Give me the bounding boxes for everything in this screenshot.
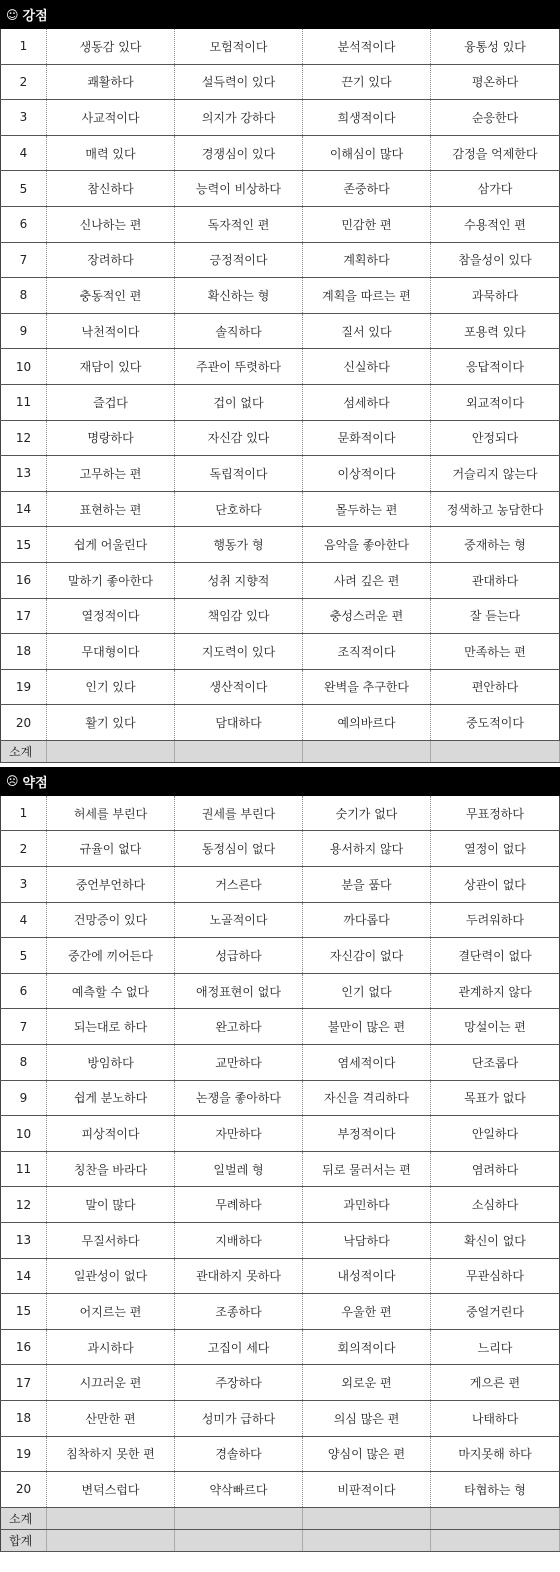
subtotal-cell[interactable] <box>47 1507 175 1529</box>
trait-cell: 건망증이 있다 <box>47 902 175 938</box>
trait-cell: 말이 많다 <box>47 1187 175 1223</box>
table-row <box>1 100 560 136</box>
trait-cell: 숫기가 없다 <box>303 796 431 831</box>
trait-cell: 성급하다 <box>175 938 303 974</box>
trait-cell: 솔직하다 <box>175 313 303 349</box>
trait-cell: 성취 지향적 <box>175 562 303 598</box>
subtotal-label: 소계 <box>1 1507 47 1529</box>
trait-cell: 일관성이 없다 <box>47 1258 175 1294</box>
trait-cell: 까다롭다 <box>303 902 431 938</box>
row-number: 20 <box>1 1472 47 1508</box>
row-number: 12 <box>1 1187 47 1223</box>
row-number: 1 <box>1 29 47 64</box>
trait-cell: 사교적이다 <box>47 100 175 136</box>
trait-cell: 중재하는 형 <box>431 527 560 563</box>
trait-cell: 쾌활하다 <box>47 64 175 100</box>
row-number: 10 <box>1 1116 47 1152</box>
trait-cell: 매력 있다 <box>47 135 175 171</box>
row-number: 8 <box>1 1045 47 1081</box>
total-row <box>1 1529 560 1551</box>
trait-cell: 의심 많은 편 <box>303 1400 431 1436</box>
trait-cell: 일벌레 형 <box>175 1151 303 1187</box>
trait-cell: 분석적이다 <box>303 29 431 64</box>
trait-cell: 감정을 억제한다 <box>431 135 560 171</box>
table-row <box>1 973 560 1009</box>
strengths-section <box>0 0 560 763</box>
row-number: 12 <box>1 420 47 456</box>
trait-cell: 잘 듣는다 <box>431 598 560 634</box>
table-row <box>1 420 560 456</box>
frown-icon: ☹ <box>6 774 19 789</box>
trait-cell: 쉽게 분노하다 <box>47 1080 175 1116</box>
table-row <box>1 29 560 64</box>
trait-cell: 무관심하다 <box>431 1258 560 1294</box>
weaknesses-section <box>0 767 560 1552</box>
trait-cell: 주장하다 <box>175 1365 303 1401</box>
trait-cell: 신나하는 편 <box>47 206 175 242</box>
trait-cell: 민감한 편 <box>303 206 431 242</box>
trait-cell: 중간에 끼어든다 <box>47 938 175 974</box>
trait-cell: 단호하다 <box>175 491 303 527</box>
trait-cell: 고집이 세다 <box>175 1329 303 1365</box>
row-number: 1 <box>1 796 47 831</box>
trait-cell: 사려 깊은 편 <box>303 562 431 598</box>
trait-cell: 편안하다 <box>431 669 560 705</box>
row-number: 8 <box>1 278 47 314</box>
row-number: 4 <box>1 135 47 171</box>
row-number: 3 <box>1 867 47 903</box>
trait-cell: 주관이 뚜렷하다 <box>175 349 303 385</box>
trait-cell: 자신감 있다 <box>175 420 303 456</box>
trait-cell: 회의적이다 <box>303 1329 431 1365</box>
trait-cell: 조직적이다 <box>303 634 431 670</box>
trait-cell: 피상적이다 <box>47 1116 175 1152</box>
trait-cell: 변덕스럽다 <box>47 1472 175 1508</box>
row-number: 6 <box>1 973 47 1009</box>
trait-cell: 경솔하다 <box>175 1436 303 1472</box>
trait-cell: 의지가 강하다 <box>175 100 303 136</box>
trait-cell: 과민하다 <box>303 1187 431 1223</box>
trait-cell: 관계하지 않다 <box>431 973 560 1009</box>
row-number: 16 <box>1 562 47 598</box>
table-row <box>1 242 560 278</box>
trait-cell: 타협하는 형 <box>431 1472 560 1508</box>
trait-cell: 음악을 좋아한다 <box>303 527 431 563</box>
trait-cell: 낙담하다 <box>303 1223 431 1259</box>
trait-cell: 무표정하다 <box>431 796 560 831</box>
subtotal-cell[interactable] <box>303 1507 431 1529</box>
strengths-title: 강점 <box>22 9 48 24</box>
row-number: 14 <box>1 1258 47 1294</box>
trait-cell: 인기 없다 <box>303 973 431 1009</box>
trait-cell: 만족하는 편 <box>431 634 560 670</box>
trait-cell: 예의바르다 <box>303 705 431 741</box>
trait-cell: 칭찬을 바라다 <box>47 1151 175 1187</box>
trait-cell: 게으른 편 <box>431 1365 560 1401</box>
trait-cell: 산만한 편 <box>47 1400 175 1436</box>
row-number: 20 <box>1 705 47 741</box>
row-number: 13 <box>1 1223 47 1259</box>
subtotal-cell[interactable] <box>175 1507 303 1529</box>
row-number: 11 <box>1 384 47 420</box>
table-row <box>1 491 560 527</box>
subtotal-row <box>1 740 560 762</box>
row-number: 19 <box>1 1436 47 1472</box>
table-row <box>1 1187 560 1223</box>
trait-cell: 비판적이다 <box>303 1472 431 1508</box>
row-number: 6 <box>1 206 47 242</box>
table-row <box>1 938 560 974</box>
row-number: 15 <box>1 1294 47 1330</box>
row-number: 18 <box>1 634 47 670</box>
trait-cell: 삼가다 <box>431 171 560 207</box>
trait-cell: 평온하다 <box>431 64 560 100</box>
table-row <box>1 527 560 563</box>
trait-cell: 지배하다 <box>175 1223 303 1259</box>
trait-cell: 생산적이다 <box>175 669 303 705</box>
trait-cell: 안일하다 <box>431 1116 560 1152</box>
trait-cell: 명랑하다 <box>47 420 175 456</box>
table-row <box>1 1223 560 1259</box>
row-number: 19 <box>1 669 47 705</box>
table-row <box>1 705 560 741</box>
table-row <box>1 831 560 867</box>
trait-cell: 표현하는 편 <box>47 491 175 527</box>
subtotal-cell[interactable] <box>175 740 303 762</box>
total-cell[interactable] <box>431 1529 560 1551</box>
row-number: 5 <box>1 938 47 974</box>
subtotal-cell[interactable] <box>431 740 560 762</box>
trait-cell: 순응한다 <box>431 100 560 136</box>
row-number: 9 <box>1 313 47 349</box>
trait-cell: 몰두하는 편 <box>303 491 431 527</box>
trait-cell: 예측할 수 없다 <box>47 973 175 1009</box>
trait-cell: 두려워하다 <box>431 902 560 938</box>
table-row <box>1 1365 560 1401</box>
trait-cell: 뒤로 물러서는 편 <box>303 1151 431 1187</box>
trait-cell: 참신하다 <box>47 171 175 207</box>
row-number: 2 <box>1 831 47 867</box>
trait-cell: 관대하지 못하다 <box>175 1258 303 1294</box>
row-number: 16 <box>1 1329 47 1365</box>
trait-cell: 긍정적이다 <box>175 242 303 278</box>
trait-cell: 불만이 많은 편 <box>303 1009 431 1045</box>
trait-cell: 포용력 있다 <box>431 313 560 349</box>
trait-cell: 내성적이다 <box>303 1258 431 1294</box>
weaknesses-table <box>0 796 560 1552</box>
trait-cell: 목표가 없다 <box>431 1080 560 1116</box>
trait-cell: 완고하다 <box>175 1009 303 1045</box>
table-row <box>1 1258 560 1294</box>
table-row <box>1 278 560 314</box>
trait-cell: 희생적이다 <box>303 100 431 136</box>
trait-cell: 중얼거린다 <box>431 1294 560 1330</box>
row-number: 14 <box>1 491 47 527</box>
strengths-table-body <box>1 29 560 762</box>
trait-cell: 거스른다 <box>175 867 303 903</box>
row-number: 3 <box>1 100 47 136</box>
trait-cell: 동정심이 없다 <box>175 831 303 867</box>
trait-cell: 쉽게 어울린다 <box>47 527 175 563</box>
trait-cell: 참을성이 있다 <box>431 242 560 278</box>
trait-cell: 어지르는 편 <box>47 1294 175 1330</box>
trait-cell: 되는대로 하다 <box>47 1009 175 1045</box>
trait-cell: 외로운 편 <box>303 1365 431 1401</box>
table-row <box>1 1329 560 1365</box>
table-row <box>1 313 560 349</box>
trait-cell: 부정적이다 <box>303 1116 431 1152</box>
table-row <box>1 171 560 207</box>
trait-cell: 염려하다 <box>431 1151 560 1187</box>
trait-cell: 계획하다 <box>303 242 431 278</box>
trait-cell: 고무하는 편 <box>47 456 175 492</box>
row-number: 7 <box>1 1009 47 1045</box>
trait-cell: 정색하고 농담한다 <box>431 491 560 527</box>
trait-cell: 용서하지 않다 <box>303 831 431 867</box>
trait-cell: 무질서하다 <box>47 1223 175 1259</box>
trait-cell: 능력이 비상하다 <box>175 171 303 207</box>
total-cell[interactable] <box>175 1529 303 1551</box>
trait-cell: 무대형이다 <box>47 634 175 670</box>
row-number: 5 <box>1 171 47 207</box>
trait-cell: 끈기 있다 <box>303 64 431 100</box>
strengths-header <box>0 0 560 29</box>
row-number: 7 <box>1 242 47 278</box>
table-row <box>1 1151 560 1187</box>
trait-cell: 확신하는 형 <box>175 278 303 314</box>
trait-cell: 조종하다 <box>175 1294 303 1330</box>
row-number: 18 <box>1 1400 47 1436</box>
trait-cell: 이해심이 많다 <box>303 135 431 171</box>
total-label: 합계 <box>1 1529 47 1551</box>
trait-cell: 인기 있다 <box>47 669 175 705</box>
trait-cell: 단조롭다 <box>431 1045 560 1081</box>
table-row <box>1 867 560 903</box>
trait-cell: 자만하다 <box>175 1116 303 1152</box>
trait-cell: 시끄러운 편 <box>47 1365 175 1401</box>
row-number: 15 <box>1 527 47 563</box>
trait-cell: 상관이 없다 <box>431 867 560 903</box>
trait-cell: 나태하다 <box>431 1400 560 1436</box>
table-row <box>1 64 560 100</box>
trait-cell: 담대하다 <box>175 705 303 741</box>
trait-cell: 겁이 없다 <box>175 384 303 420</box>
table-row <box>1 902 560 938</box>
trait-cell: 재담이 있다 <box>47 349 175 385</box>
trait-cell: 질서 있다 <box>303 313 431 349</box>
trait-cell: 관대하다 <box>431 562 560 598</box>
row-number: 17 <box>1 1365 47 1401</box>
trait-cell: 규율이 없다 <box>47 831 175 867</box>
weaknesses-title: 약점 <box>22 775 48 791</box>
trait-cell: 모험적이다 <box>175 29 303 64</box>
trait-cell: 계획을 따르는 편 <box>303 278 431 314</box>
table-row <box>1 1009 560 1045</box>
trait-cell: 방임하다 <box>47 1045 175 1081</box>
trait-cell: 충동적인 편 <box>47 278 175 314</box>
trait-cell: 완벽을 추구한다 <box>303 669 431 705</box>
trait-cell: 설득력이 있다 <box>175 64 303 100</box>
row-number: 4 <box>1 902 47 938</box>
trait-cell: 우울한 편 <box>303 1294 431 1330</box>
subtotal-cell[interactable] <box>47 740 175 762</box>
trait-cell: 융통성 있다 <box>431 29 560 64</box>
trait-cell: 섬세하다 <box>303 384 431 420</box>
table-row <box>1 1436 560 1472</box>
trait-cell: 양심이 많은 편 <box>303 1436 431 1472</box>
row-number: 11 <box>1 1151 47 1187</box>
trait-cell: 성미가 급하다 <box>175 1400 303 1436</box>
trait-cell: 자신을 격리하다 <box>303 1080 431 1116</box>
subtotal-cell[interactable] <box>303 740 431 762</box>
trait-cell: 느리다 <box>431 1329 560 1365</box>
table-row <box>1 456 560 492</box>
trait-cell: 권세를 부린다 <box>175 796 303 831</box>
trait-cell: 교만하다 <box>175 1045 303 1081</box>
trait-cell: 염세적이다 <box>303 1045 431 1081</box>
trait-cell: 확신이 없다 <box>431 1223 560 1259</box>
row-number: 2 <box>1 64 47 100</box>
total-cell[interactable] <box>47 1529 175 1551</box>
trait-cell: 책임감 있다 <box>175 598 303 634</box>
subtotal-cell[interactable] <box>431 1507 560 1529</box>
table-row <box>1 1080 560 1116</box>
table-row <box>1 669 560 705</box>
trait-cell: 충성스러운 편 <box>303 598 431 634</box>
trait-cell: 안정되다 <box>431 420 560 456</box>
trait-cell: 과묵하다 <box>431 278 560 314</box>
trait-cell: 마지못해 하다 <box>431 1436 560 1472</box>
trait-cell: 이상적이다 <box>303 456 431 492</box>
trait-cell: 무례하다 <box>175 1187 303 1223</box>
trait-cell: 독자적인 편 <box>175 206 303 242</box>
trait-cell: 존중하다 <box>303 171 431 207</box>
trait-cell: 분을 품다 <box>303 867 431 903</box>
trait-cell: 낙천적이다 <box>47 313 175 349</box>
trait-cell: 노골적이다 <box>175 902 303 938</box>
weaknesses-table-body <box>1 796 560 1551</box>
table-row <box>1 135 560 171</box>
trait-cell: 침착하지 못한 편 <box>47 1436 175 1472</box>
trait-cell: 신실하다 <box>303 349 431 385</box>
table-row <box>1 206 560 242</box>
row-number: 17 <box>1 598 47 634</box>
weaknesses-header <box>0 767 560 796</box>
trait-cell: 애정표현이 없다 <box>175 973 303 1009</box>
trait-cell: 말하기 좋아한다 <box>47 562 175 598</box>
row-number: 13 <box>1 456 47 492</box>
trait-cell: 중언부언하다 <box>47 867 175 903</box>
trait-cell: 외교적이다 <box>431 384 560 420</box>
table-row <box>1 796 560 831</box>
trait-cell: 열정적이다 <box>47 598 175 634</box>
strengths-table <box>0 29 560 763</box>
row-number: 9 <box>1 1080 47 1116</box>
table-row <box>1 1472 560 1508</box>
trait-cell: 허세를 부린다 <box>47 796 175 831</box>
table-row <box>1 562 560 598</box>
table-row <box>1 1294 560 1330</box>
trait-cell: 경쟁심이 있다 <box>175 135 303 171</box>
trait-cell: 수용적인 편 <box>431 206 560 242</box>
trait-cell: 약삭빠르다 <box>175 1472 303 1508</box>
table-row <box>1 349 560 385</box>
table-row <box>1 634 560 670</box>
trait-cell: 지도력이 있다 <box>175 634 303 670</box>
trait-cell: 생동감 있다 <box>47 29 175 64</box>
table-row <box>1 1400 560 1436</box>
trait-cell: 자신감이 없다 <box>303 938 431 974</box>
table-row <box>1 384 560 420</box>
trait-cell: 논쟁을 좋아하다 <box>175 1080 303 1116</box>
row-number: 10 <box>1 349 47 385</box>
trait-cell: 과시하다 <box>47 1329 175 1365</box>
trait-cell: 활기 있다 <box>47 705 175 741</box>
table-row <box>1 1116 560 1152</box>
trait-cell: 중도적이다 <box>431 705 560 741</box>
table-row <box>1 1045 560 1081</box>
subtotal-label: 소계 <box>1 740 47 762</box>
smile-icon: ☺ <box>6 7 19 22</box>
trait-cell: 결단력이 없다 <box>431 938 560 974</box>
trait-cell: 거슬리지 않는다 <box>431 456 560 492</box>
trait-cell: 독립적이다 <box>175 456 303 492</box>
trait-cell: 응답적이다 <box>431 349 560 385</box>
trait-cell: 장려하다 <box>47 242 175 278</box>
subtotal-row <box>1 1507 560 1529</box>
total-cell[interactable] <box>303 1529 431 1551</box>
trait-cell: 문화적이다 <box>303 420 431 456</box>
trait-cell: 열정이 없다 <box>431 831 560 867</box>
trait-cell: 즐겁다 <box>47 384 175 420</box>
table-row <box>1 598 560 634</box>
trait-cell: 망설이는 편 <box>431 1009 560 1045</box>
trait-cell: 행동가 형 <box>175 527 303 563</box>
trait-cell: 소심하다 <box>431 1187 560 1223</box>
